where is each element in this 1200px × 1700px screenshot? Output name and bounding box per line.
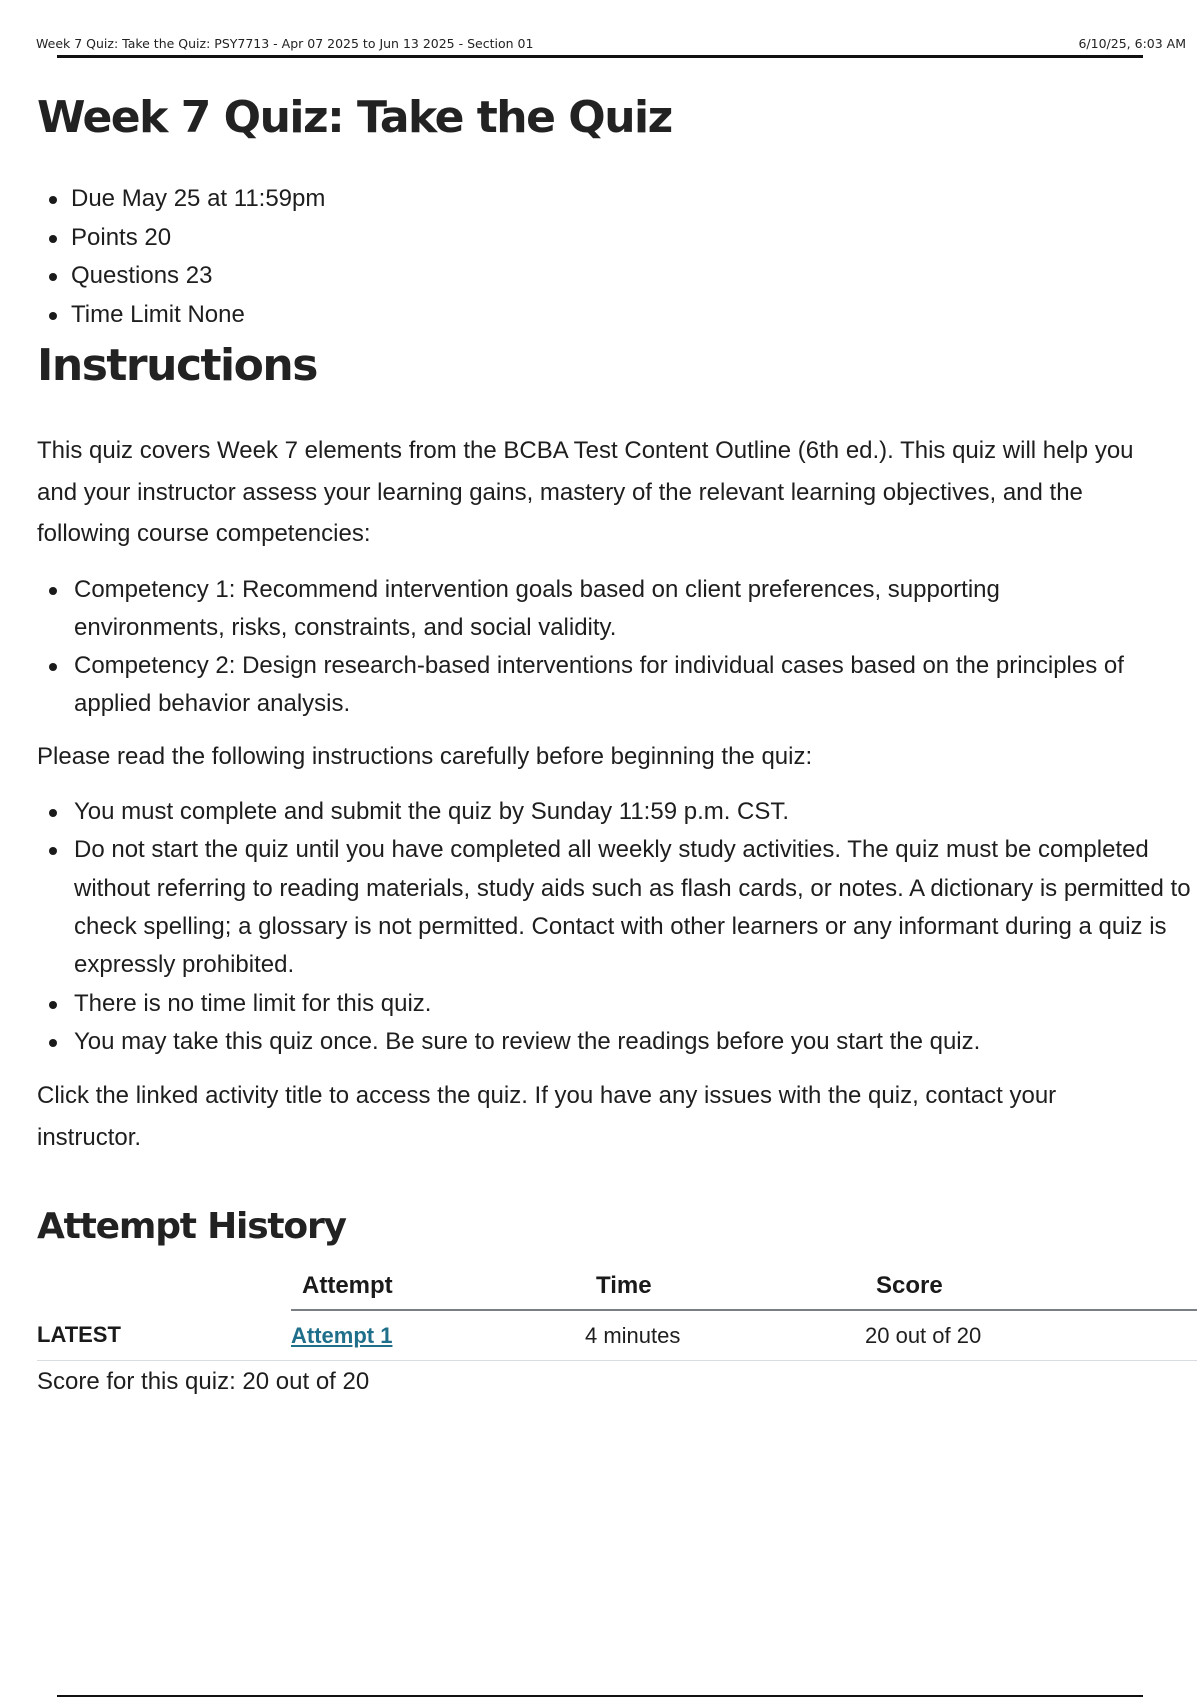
rule-text: There is no time limit for this quiz. (74, 989, 432, 1017)
quiz-time-limit-text: Time Limit None (71, 300, 245, 328)
rule-item (49, 985, 1194, 1023)
header-divider (57, 55, 1143, 58)
quiz-questions (49, 257, 1197, 296)
quiz-details-list (49, 180, 1197, 334)
instructions-intro: This quiz covers Week 7 elements from the BCBA Test Content Outline (6th ed.). This quiz will help you and your instructor assess your learning gains, mastery of the relevant learning objectives, and the following course competencies: (37, 437, 1134, 547)
print-header (36, 34, 1186, 54)
attempt-time: 4 minutes (585, 1310, 865, 1360)
attempt-history-heading: Attempt History (37, 1206, 346, 1248)
attempt-score: 20 out of 20 (865, 1310, 1197, 1360)
rules-list (49, 793, 1197, 1061)
competency-item (49, 571, 1139, 648)
print-header-timestamp: 6/10/25, 6:03 AM (1078, 36, 1186, 51)
read-instructions-text: Please read the following instructions carefully before beginning the quiz: (37, 742, 813, 770)
bullet-icon (49, 273, 57, 281)
print-header-title: Week 7 Quiz: Take the Quiz: PSY7713 - Apr 07 2025 to Jun 13 2025 - Section 01 (36, 36, 534, 51)
quiz-score-summary: Score for this quiz: 20 out of 20 (37, 1367, 370, 1395)
attempt-history-table (37, 1262, 1197, 1361)
access-quiz-text: Click the linked activity title to access the quiz. If you have any issues with the quiz, contact your instructor. (37, 1082, 1057, 1151)
bullet-icon (49, 235, 57, 243)
bullet-icon (49, 809, 57, 817)
rule-text: Do not start the quiz until you have completed all weekly study activities. The quiz must be completed without referring to reading materials, study aids such as flash cards, or notes. A dictionary is permitted to check spelling; a glossary is not permitted. Contact with other learners or any informant during a quiz is expressly prohibited. (74, 836, 1191, 979)
competency-item (49, 647, 1139, 724)
table-row (37, 1310, 1197, 1360)
competency-text: Competency 2: Design research-based interventions for individual cases based on the principles of applied behavior analysis. (74, 652, 1124, 718)
quiz-questions-text: Questions 23 (71, 262, 213, 289)
rule-item (49, 831, 1194, 984)
bullet-icon (49, 1001, 57, 1009)
bullet-icon (49, 1039, 57, 1047)
footer-divider (57, 1695, 1143, 1697)
competency-list (49, 571, 1169, 724)
rule-item (49, 1023, 1194, 1061)
column-header-score: Score (865, 1262, 1197, 1310)
column-header-blank (37, 1262, 291, 1310)
instructions-heading: Instructions (37, 340, 317, 391)
column-header-time: Time (585, 1262, 865, 1310)
competency-text: Competency 1: Recommend intervention goals based on client preferences, supporting environments, risks, constraints, and social validity. (74, 575, 1000, 641)
bullet-icon (49, 312, 57, 320)
quiz-due-date (49, 180, 1197, 219)
attempt-1-link[interactable]: Attempt 1 (291, 1322, 393, 1348)
quiz-points (49, 219, 1197, 258)
page-title: Week 7 Quiz: Take the Quiz (37, 92, 672, 143)
rule-item (49, 793, 1194, 831)
bullet-icon (49, 196, 57, 204)
quiz-page (37, 88, 1197, 1401)
bullet-icon (49, 663, 57, 671)
bullet-icon (49, 587, 57, 595)
table-header-row (37, 1262, 1197, 1310)
quiz-time-limit (49, 296, 1197, 335)
bullet-icon (49, 847, 57, 855)
rule-text: You must complete and submit the quiz by Sunday 11:59 p.m. CST. (74, 798, 790, 826)
attempt-cell (291, 1310, 585, 1360)
quiz-due-date-text: Due May 25 at 11:59pm (71, 185, 326, 212)
column-header-attempt: Attempt (291, 1262, 585, 1310)
latest-label: LATEST (37, 1310, 291, 1360)
quiz-points-text: Points 20 (71, 223, 172, 251)
rule-text: You may take this quiz once. Be sure to review the readings before you start the quiz. (74, 1027, 981, 1055)
